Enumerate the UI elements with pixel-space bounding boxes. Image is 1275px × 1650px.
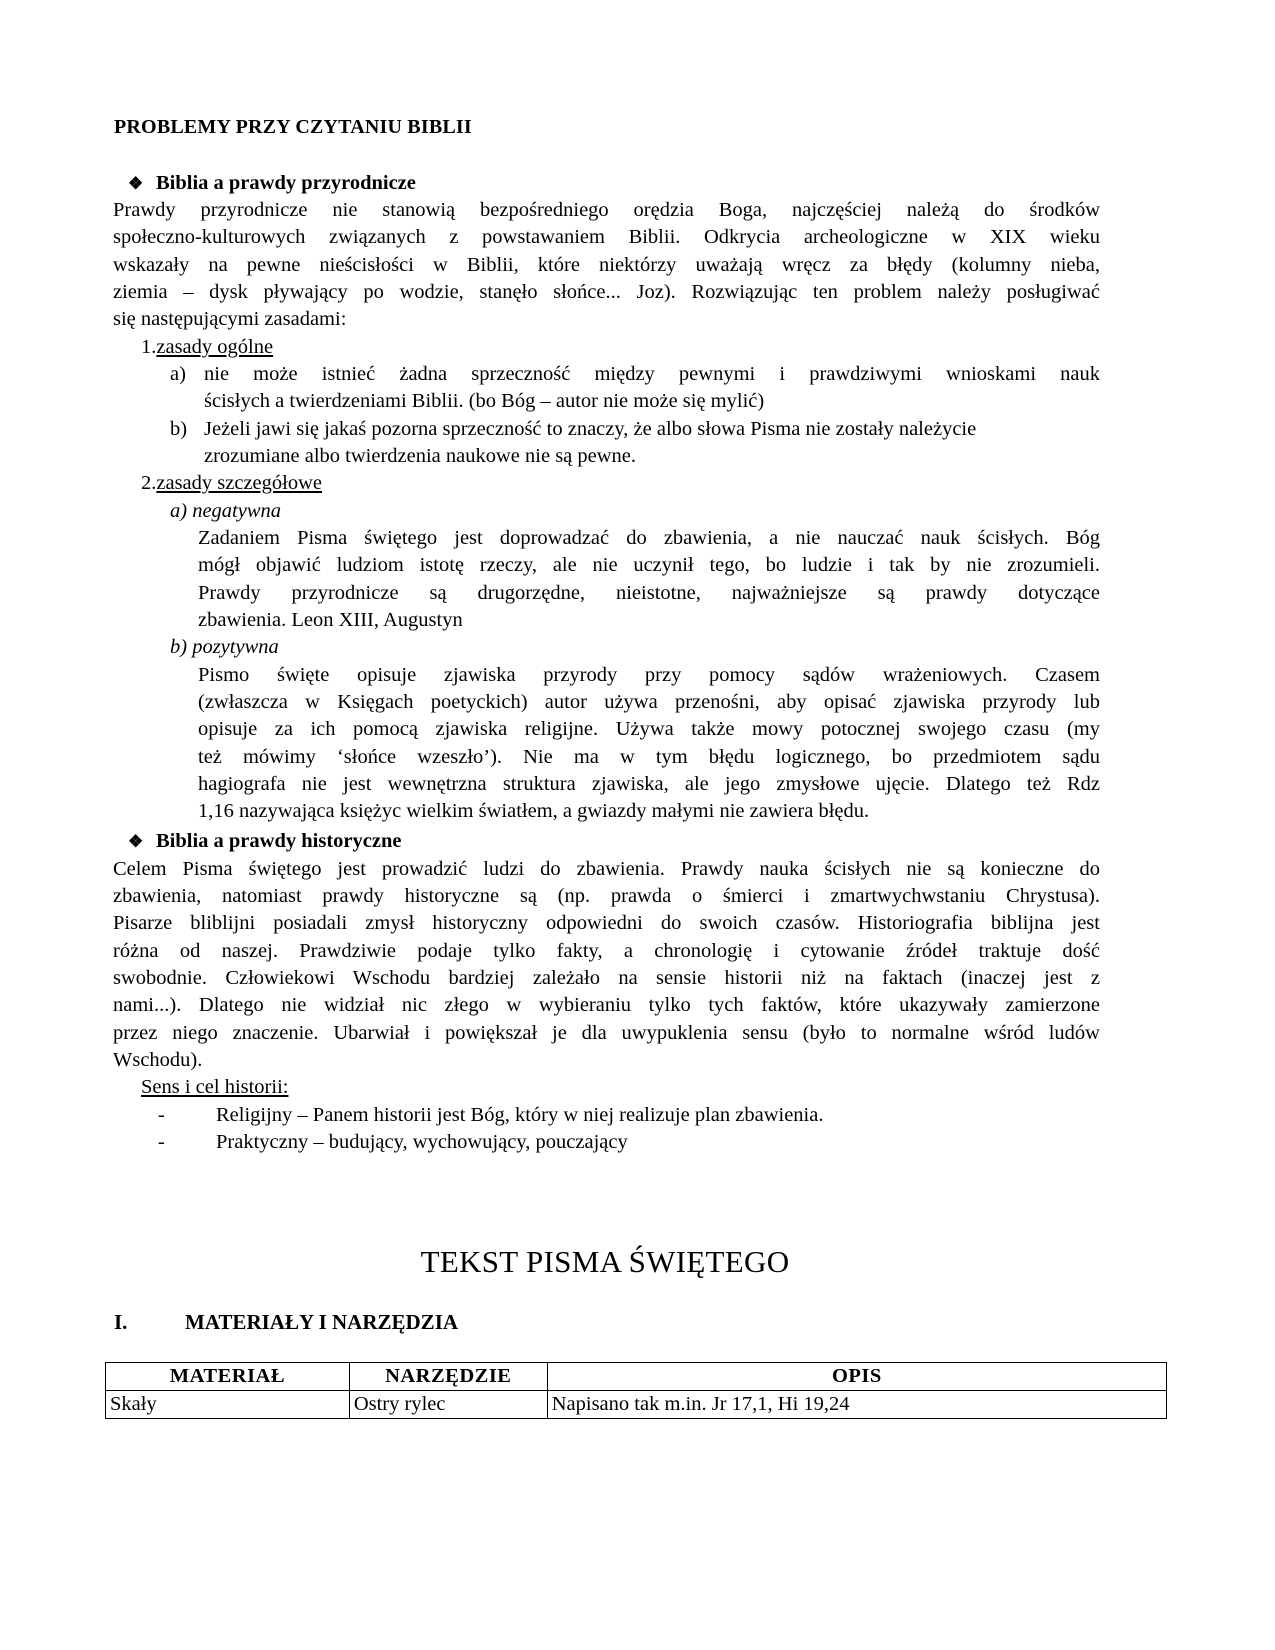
section-heading-text: Biblia a prawdy historyczne: [156, 830, 402, 852]
paragraph-line: zbawienia, natomiast prawdy historyczne są (np. prawda o śmierci i zmartwychwstaniu Chrystusa).: [113, 885, 1100, 907]
diamond-bullet-icon: ❖: [128, 174, 144, 193]
section-title: MATERIAŁY I NARZĘDZIA: [185, 1310, 459, 1334]
section-number: I.: [114, 1310, 128, 1334]
table-header-cell: NARZĘDZIE: [349, 1363, 547, 1391]
section-heading-natural-truths: [128, 170, 416, 197]
paragraph-line: swobodnie. Człowiekowi Wschodu bardziej zależało na sensie historii niż na faktach (inaczej jest z: [113, 967, 1100, 989]
section-heading-historical-truths: [128, 828, 401, 855]
section-heading-materials: [114, 1308, 458, 1336]
paragraph-line: nami...). Dlatego nie widział nic złego w wybieraniu tylko tych faktów, które ukazywały zamierzone: [113, 994, 1100, 1016]
paragraph-line: wskazały na pewne nieścisłości w Biblii, które niektórzy uważają wręcz za błędy (kolumny nieba,: [113, 254, 1100, 276]
materials-table: [105, 1362, 1167, 1419]
paragraph-line: przez niego znaczenie. Ubarwiał i powiększał je dla uwypuklenia sensu (było to normalne wśród ludów: [113, 1022, 1100, 1044]
rule-label: zasady ogólne: [156, 336, 274, 358]
list-letter: a): [170, 363, 186, 385]
sense-heading: Sens i cel historii:: [141, 1076, 289, 1098]
dash-list-text: Religijny – Panem historii jest Bóg, który w niej realizuje plan zbawienia.: [216, 1104, 824, 1126]
list-item-line: ścisłych a twierdzeniami Biblii. (bo Bóg – autor nie może się mylić): [204, 390, 765, 412]
paragraph-line: Celem Pisma świętego jest prowadzić ludzi do zbawienia. Prawdy nauka ścisłych nie są konieczne do: [113, 858, 1100, 880]
dash-list-text: Praktyczny – budujący, wychowujący, pouczający: [216, 1131, 628, 1153]
paragraph-line: Zadaniem Pisma świętego jest doprowadzać do zbawienia, a nie nauczać nauk ścisłych. Bóg: [198, 527, 1100, 549]
dash-list-item: [158, 1102, 823, 1129]
list-item-line: nie może istnieć żadna sprzeczność między pewnymi i prawdziwymi wnioskami nauk: [204, 363, 1100, 385]
table-cell: Skały: [106, 1391, 350, 1419]
paragraph-line: też mówimy ‘słońce wzeszło’). Nie ma w tym błędu logicznego, bo przedmiotem sądu: [198, 746, 1100, 768]
paragraph-line: Prawdy przyrodnicze są drugorzędne, nieistotne, najważniejsze są prawdy dotyczące: [198, 582, 1100, 604]
dash-bullet: -: [158, 1131, 165, 1153]
list-item-line: Jeżeli jawi się jakaś pozorna sprzeczność to znaczy, że albo słowa Pisma nie zostały należycie: [204, 418, 977, 440]
subrule-heading-positive: b) pozytywna: [170, 636, 279, 658]
diamond-bullet-icon: ❖: [128, 832, 144, 851]
table-row: [106, 1391, 1167, 1419]
paragraph-line: 1,16 nazywająca księżyc wielkim światłem, a gwiazdy małymi nie zawiera błędu.: [198, 800, 870, 822]
paragraph-line: zbawienia. Leon XIII, Augustyn: [198, 609, 463, 631]
dash-bullet: -: [158, 1104, 165, 1126]
paragraph-line: Wschodu).: [113, 1049, 203, 1071]
table-header-cell: OPIS: [547, 1363, 1166, 1391]
paragraph-line: (zwłaszcza w Księgach poetyckich) autor używa przenośni, aby opisać zjawiska przyrody lub: [198, 691, 1100, 713]
section-heading-text: Biblia a prawdy przyrodnicze: [156, 172, 416, 194]
table-cell: Napisano tak m.in. Jr 17,1, Hi 19,24: [547, 1391, 1166, 1419]
rule-2-heading: [141, 470, 322, 497]
table-header-cell: MATERIAŁ: [106, 1363, 350, 1391]
paragraph-line: hagiografa nie jest wewnętrzna struktura zjawiska, ale jego zmysłowe ujęcie. Dlatego też Rdz: [198, 773, 1100, 795]
list-item-line: zrozumiane albo twierdzenia naukowe nie są pewne.: [204, 445, 637, 467]
dash-list-item: [158, 1129, 628, 1156]
paragraph-line: Prawdy przyrodnicze nie stanowią bezpośredniego orędzia Boga, najczęściej należą do środków: [113, 199, 1100, 221]
part-heading: TEKST PISMA ŚWIĘTEGO: [420, 1244, 790, 1279]
rule-1-heading: [141, 334, 273, 361]
table-cell: Ostry rylec: [349, 1391, 547, 1419]
paragraph-line: Pismo święte opisuje zjawiska przyrody przy pomocy sądów wrażeniowych. Czasem: [198, 664, 1100, 686]
paragraph-line: Pisarze bliblijni posiadali zmysł historyczny odpowiedni do swoich czasów. Historiografia biblijna jest: [113, 912, 1100, 934]
table-header-row: [106, 1363, 1167, 1391]
rule-label: zasady szczegółowe: [156, 472, 322, 494]
paragraph-line: mógł objawić ludziom istotę rzeczy, ale nie uczynił tego, bo ludzie i tak by nie zrozumieli.: [198, 554, 1100, 576]
paragraph-line: różna od naszej. Prawdziwie podaje tylko fakty, a chronologię i cytowanie źródeł traktuje dość: [113, 940, 1100, 962]
paragraph-line: się następującymi zasadami:: [113, 308, 347, 330]
paragraph-line: ziemia – dysk pływający po wodzie, stanęło słońce... Joz). Rozwiązując ten problem należy posługiwać: [113, 281, 1100, 303]
list-letter: b): [170, 418, 188, 440]
paragraph-line: opisuje za ich pomocą zjawiska religijne. Używa także mowy potocznej swojego czasu (my: [198, 718, 1100, 740]
subrule-heading-negative: a) negatywna: [170, 500, 282, 522]
paragraph-line: społeczno-kulturowych związanych z powstawaniem Biblii. Odkrycia archeologiczne w XIX wieku: [113, 226, 1100, 248]
rule-number: 2.: [141, 472, 157, 494]
rule-number: 1.: [141, 336, 157, 358]
document-title: PROBLEMY PRZY CZYTANIU BIBLII: [114, 116, 472, 138]
